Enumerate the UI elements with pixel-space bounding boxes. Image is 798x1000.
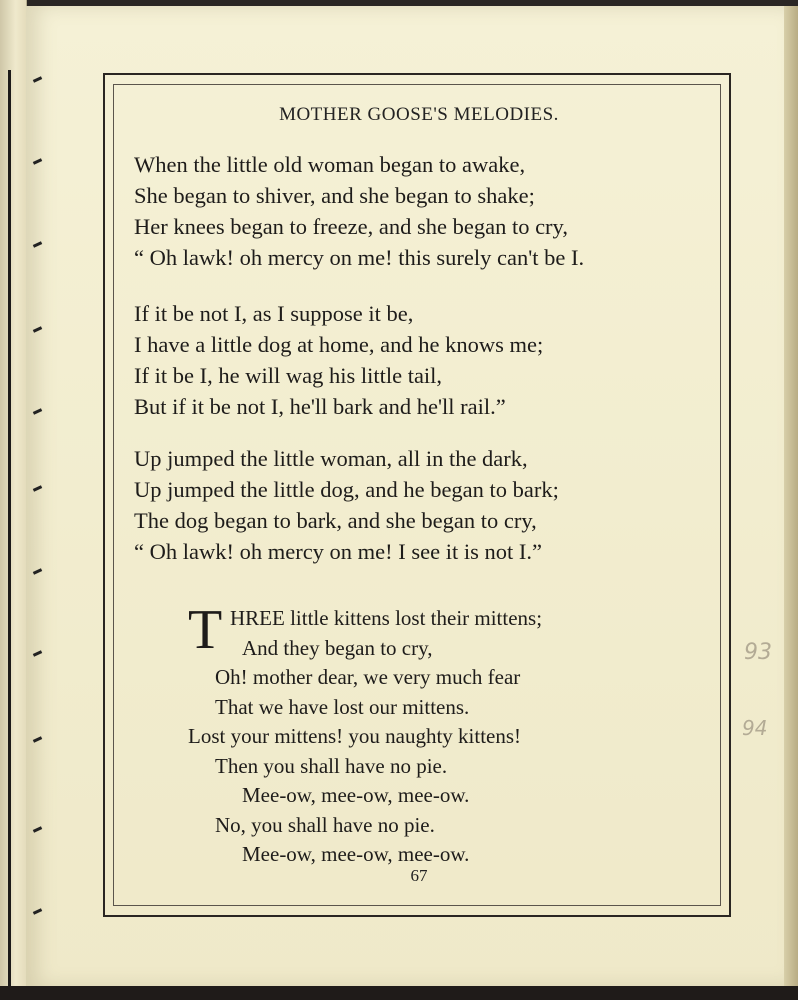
drop-cap: T [188,599,223,661]
verse-line: If it be not I, as I suppose it be, [134,301,414,326]
stanza-1 [134,149,584,273]
page-bottom-edge [0,986,798,1000]
page-right-edge [784,6,798,986]
spine-binding-line [8,70,11,990]
verse-line: When the little old woman began to awake, [134,152,526,177]
verse-line: Mee-ow, mee-ow, mee-ow. [242,783,470,807]
running-header: MOTHER GOOSE'S MELODIES. [279,104,559,125]
page-number: 67 [410,866,428,885]
pencil-annotation: 93 [744,640,772,665]
verse-line: The dog began to bark, and she began to cry, [134,508,537,533]
verse-line: But if it be not I, he'll bark and he'll rail.” [134,394,506,419]
kittens-poem [188,599,543,870]
verse-line: If it be I, he will wag his little tail, [134,363,443,388]
pencil-annotation: 94 [742,716,768,740]
verse-line: “ Oh lawk! oh mercy on me! this surely can't be I. [134,245,585,270]
verse-line: “ Oh lawk! oh mercy on me! I see it is not I.” [134,539,542,564]
verse-line: Up jumped the little dog, and he began to bark; [134,477,559,502]
verse-line: Mee-ow, mee-ow, mee-ow. [242,842,470,866]
verse-line: Oh! mother dear, we very much fear [215,665,521,689]
stanza-2 [134,298,543,422]
verse-line: Lost your mittens! you naughty kittens! [188,724,522,748]
verse-line: Her knees began to freeze, and she began to cry, [134,214,568,239]
verse-line: She began to shiver, and she began to shake; [134,183,535,208]
verse-line: I have a little dog at home, and he knows me; [134,332,544,357]
verse-line: Up jumped the little woman, all in the dark, [134,446,528,471]
stanza-3 [134,443,559,567]
verse-line: No, you shall have no pie. [215,812,435,837]
verse-line: That we have lost our mittens. [215,694,470,719]
book-spine-edge [0,0,27,1000]
verse-line: And they began to cry, [242,635,433,660]
verse-line: HREE little kittens lost their mittens; [230,606,543,630]
verse-line: Then you shall have no pie. [215,753,448,778]
